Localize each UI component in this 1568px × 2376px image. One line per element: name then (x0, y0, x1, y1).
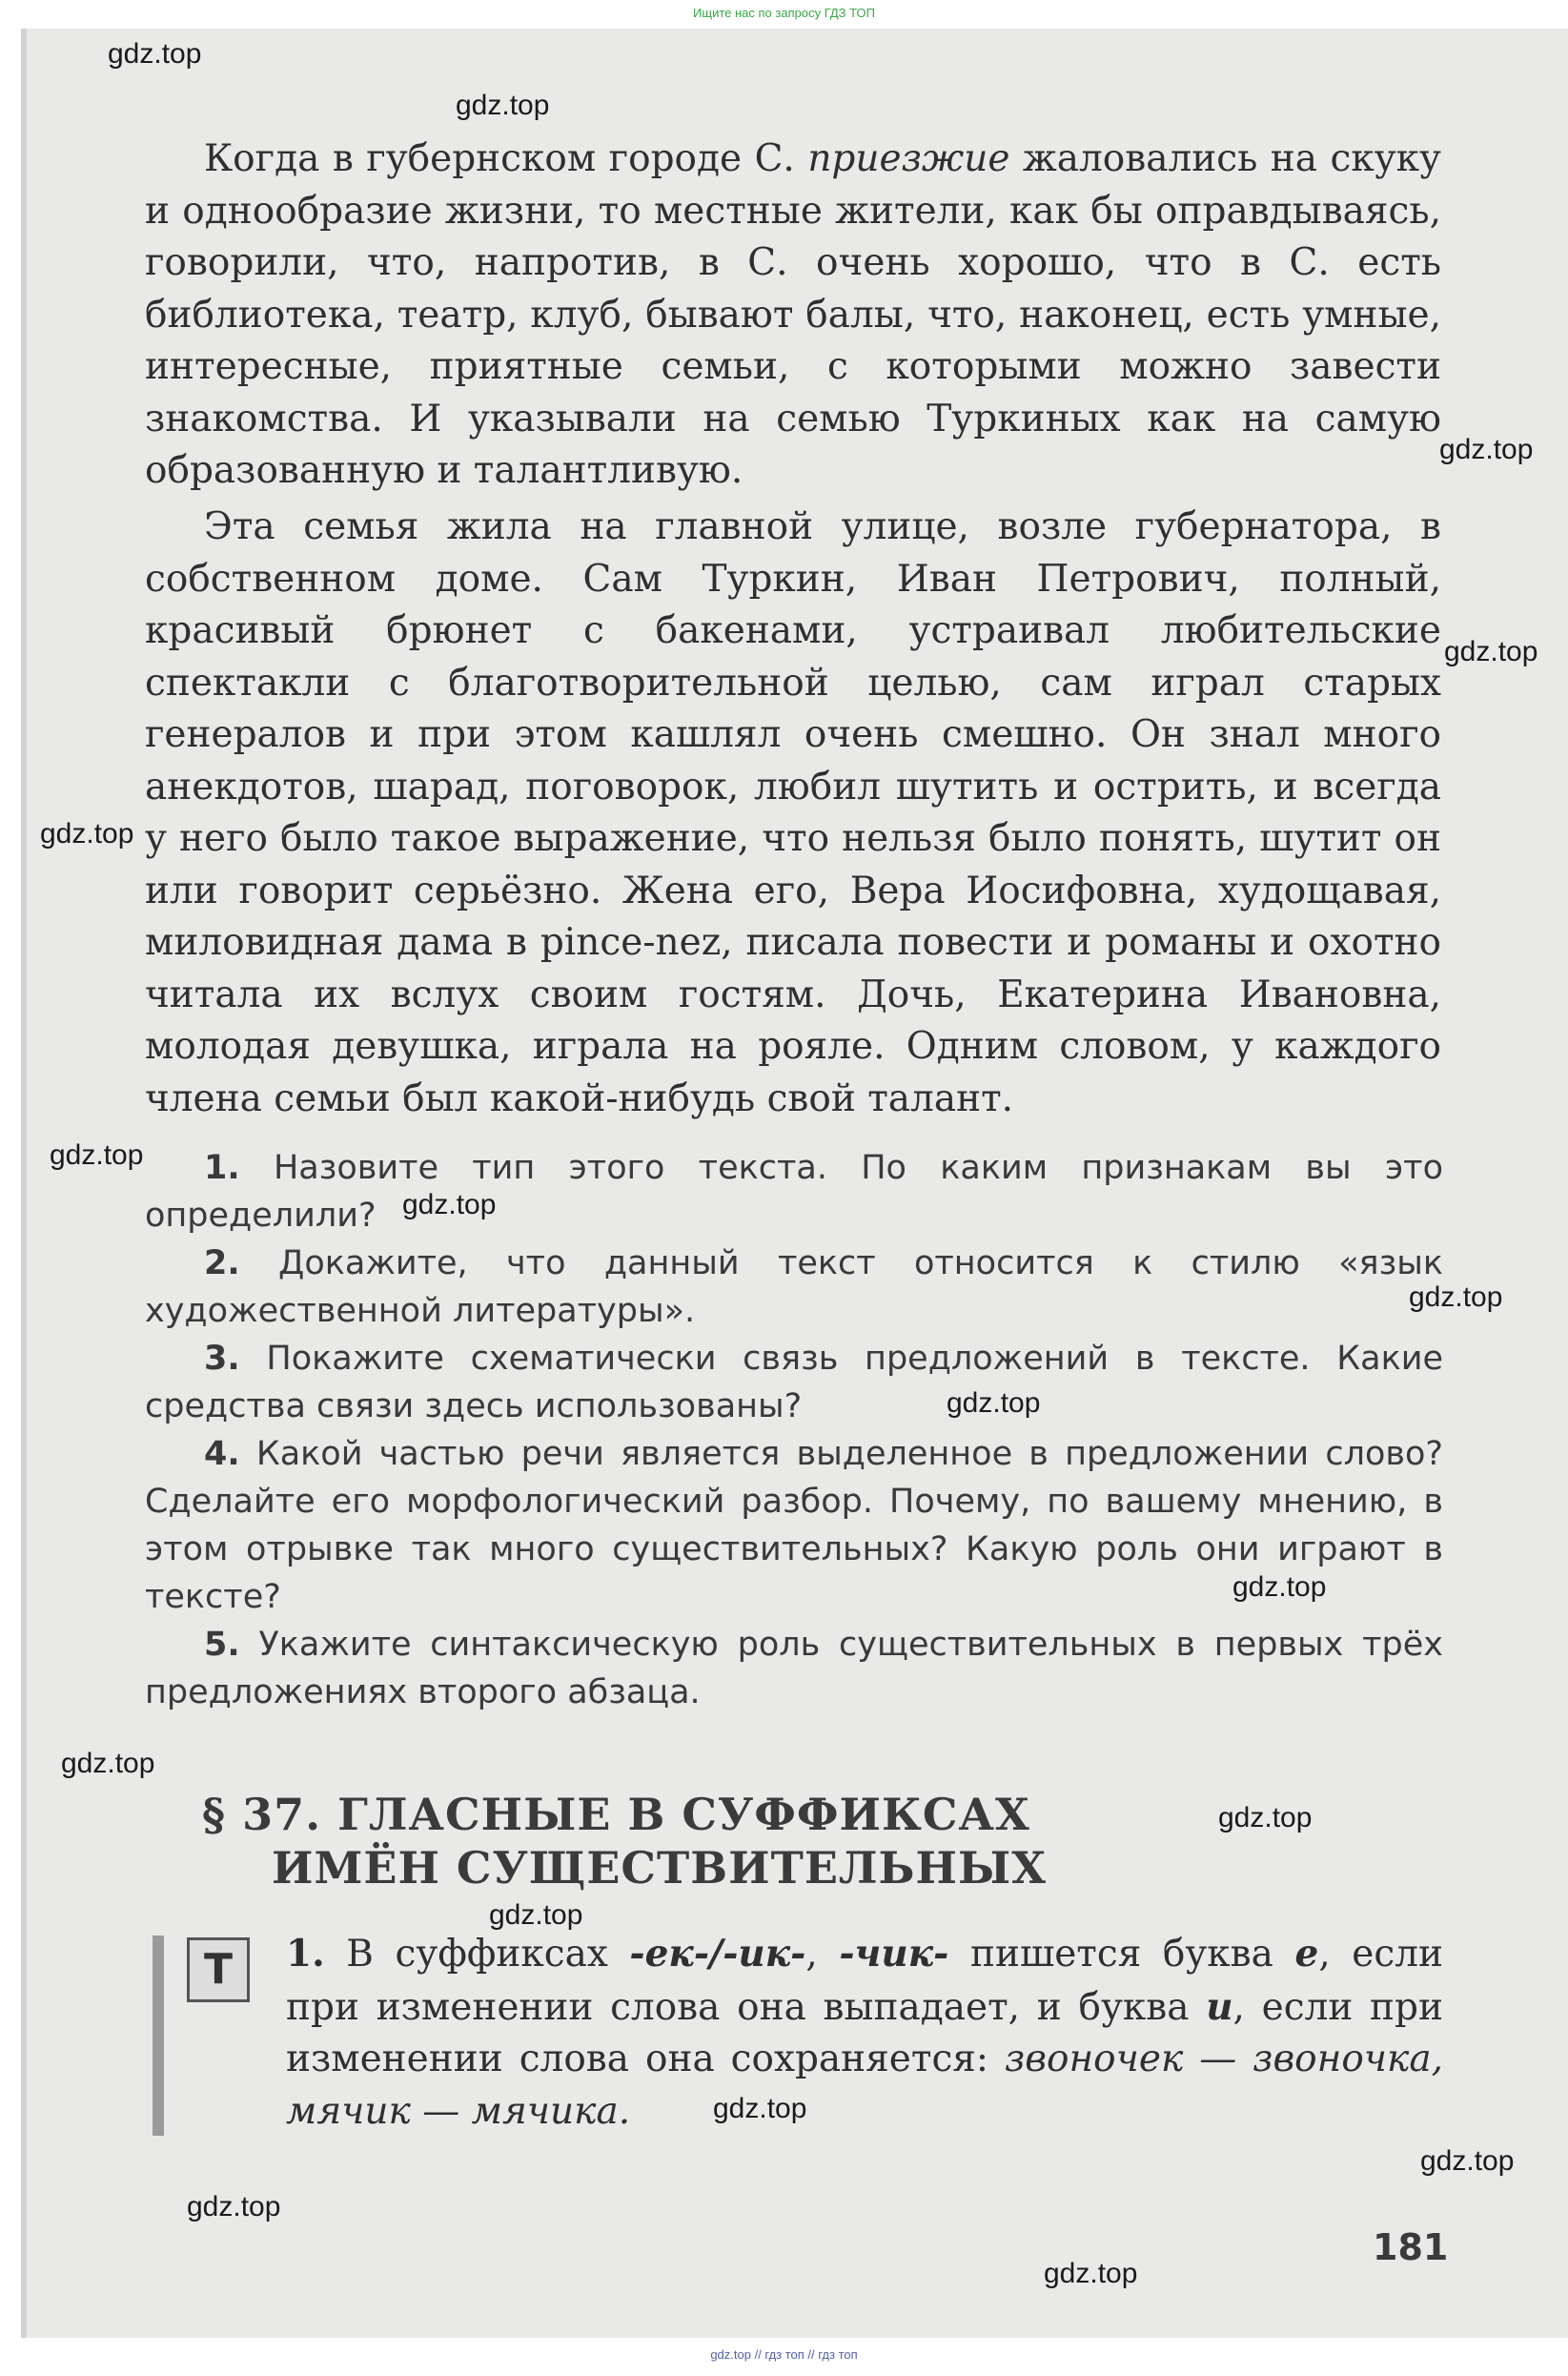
watermark: gdz.top (108, 38, 202, 70)
watermark: gdz.top (40, 818, 134, 850)
watermark: gdz.top (947, 1387, 1041, 1419)
watermark: gdz.top (1044, 2258, 1138, 2289)
question-1: 1. Назовите тип этого текста. По каким признакам вы это определили? (145, 1149, 1443, 1235)
watermark: gdz.top (1420, 2145, 1515, 2177)
bottom-note: gdz.top // гдз топ // гдз топ (710, 2347, 858, 2362)
watermark: gdz.top (1409, 1281, 1503, 1313)
watermark: gdz.top (50, 1139, 144, 1171)
paragraph-1-start: Когда в губернском городе С. (204, 137, 808, 180)
watermark: gdz.top (187, 2191, 281, 2222)
watermark: gdz.top (1444, 636, 1538, 667)
question-5: 5. Укажите синтаксическую роль существительных в первых трёх предложениях второго абзаца. (145, 1626, 1443, 1711)
watermark: gdz.top (1439, 434, 1534, 465)
paragraph-1-rest: жаловались на скуку и однообразие жизни, то местные жители, как бы оправдываясь, говорили, что, напротив, в С. очень хорошо, что в С. есть библиотека, театр, клуб, бывают балы, что, наконец, есть умные, интересные, приятные семьи, с которыми можно завести знакомства. И указывали на семью Туркиных как на самую образованную и талантливую. (145, 137, 1441, 492)
section-title-line-1: § 37. ГЛАСНЫЕ В СУФФИКСАХ (202, 1789, 1030, 1840)
question-2: 2. Докажите, что данный текст относится к стилю «язык художественной литературы». (145, 1244, 1443, 1330)
theory-badge-icon: Т (187, 1937, 250, 2002)
theory-bar (153, 1936, 164, 2136)
questions-list (145, 1144, 1443, 1716)
paragraph-2 (145, 502, 1441, 1125)
watermark: gdz.top (456, 90, 550, 121)
watermark: gdz.top (61, 1748, 155, 1779)
section-title (202, 1788, 1047, 1895)
paragraph-2-text: Эта семья жила на главной улице, возле губернатора, в собственном доме. Сам Туркин, Иван Петрович, полный, красивый брюнет с бакенами, устраивал любительские спектакли с благотворительной целью, сам играл старых генералов и при этом кашлял очень смешно. Он знал много анекдотов, шарад, поговорок, любил шутить и острить, и всегда у него было такое выражение, что нельзя было понять, шутит он или говорит серьёзно. Жена его, Вера Иосифовна, худощавая, миловидная дама в pince-nez, писала повести и романы и охотно читала их вслух своим гостям. Дочь, Екатерина Ивановна, молодая девушка, играла на рояле. Одним словом, у каждого члена семьи был какой-нибудь свой талант. (145, 505, 1441, 1120)
section-title-line-2: ИМЁН СУЩЕСТВИТЕЛЬНЫХ (272, 1842, 1047, 1894)
page-number: 181 (1373, 2226, 1449, 2268)
paragraph-1 (145, 133, 1441, 498)
watermark: gdz.top (1218, 1802, 1313, 1833)
spelling-rule: 1. В суффиксах -ек-/-ик-, -чик- пишется буква е, если при изменении слова она выпадает, и буква и, если при изменении слова она сохраняется: звоночек — звоночка, мячик — мячика. (286, 1932, 1443, 2133)
watermark: gdz.top (1232, 1571, 1327, 1603)
watermark: gdz.top (713, 2093, 807, 2124)
question-4: 4. Какой частью речи является выделенное в предложении слово? Сделайте его морфологический разбор. Почему, по вашему мнению, в этом отрывке так много существительных? Какую роль они играют в тексте? (145, 1435, 1443, 1616)
question-3: 3. Покажите схематически связь предложений в тексте. Какие средства связи здесь использованы? (145, 1340, 1443, 1425)
watermark: gdz.top (402, 1189, 497, 1220)
top-search-note: Ищите нас по запросу ГДЗ ТОП (693, 6, 875, 20)
watermark: gdz.top (489, 1899, 583, 1931)
highlighted-word: приезжие (807, 137, 1010, 180)
